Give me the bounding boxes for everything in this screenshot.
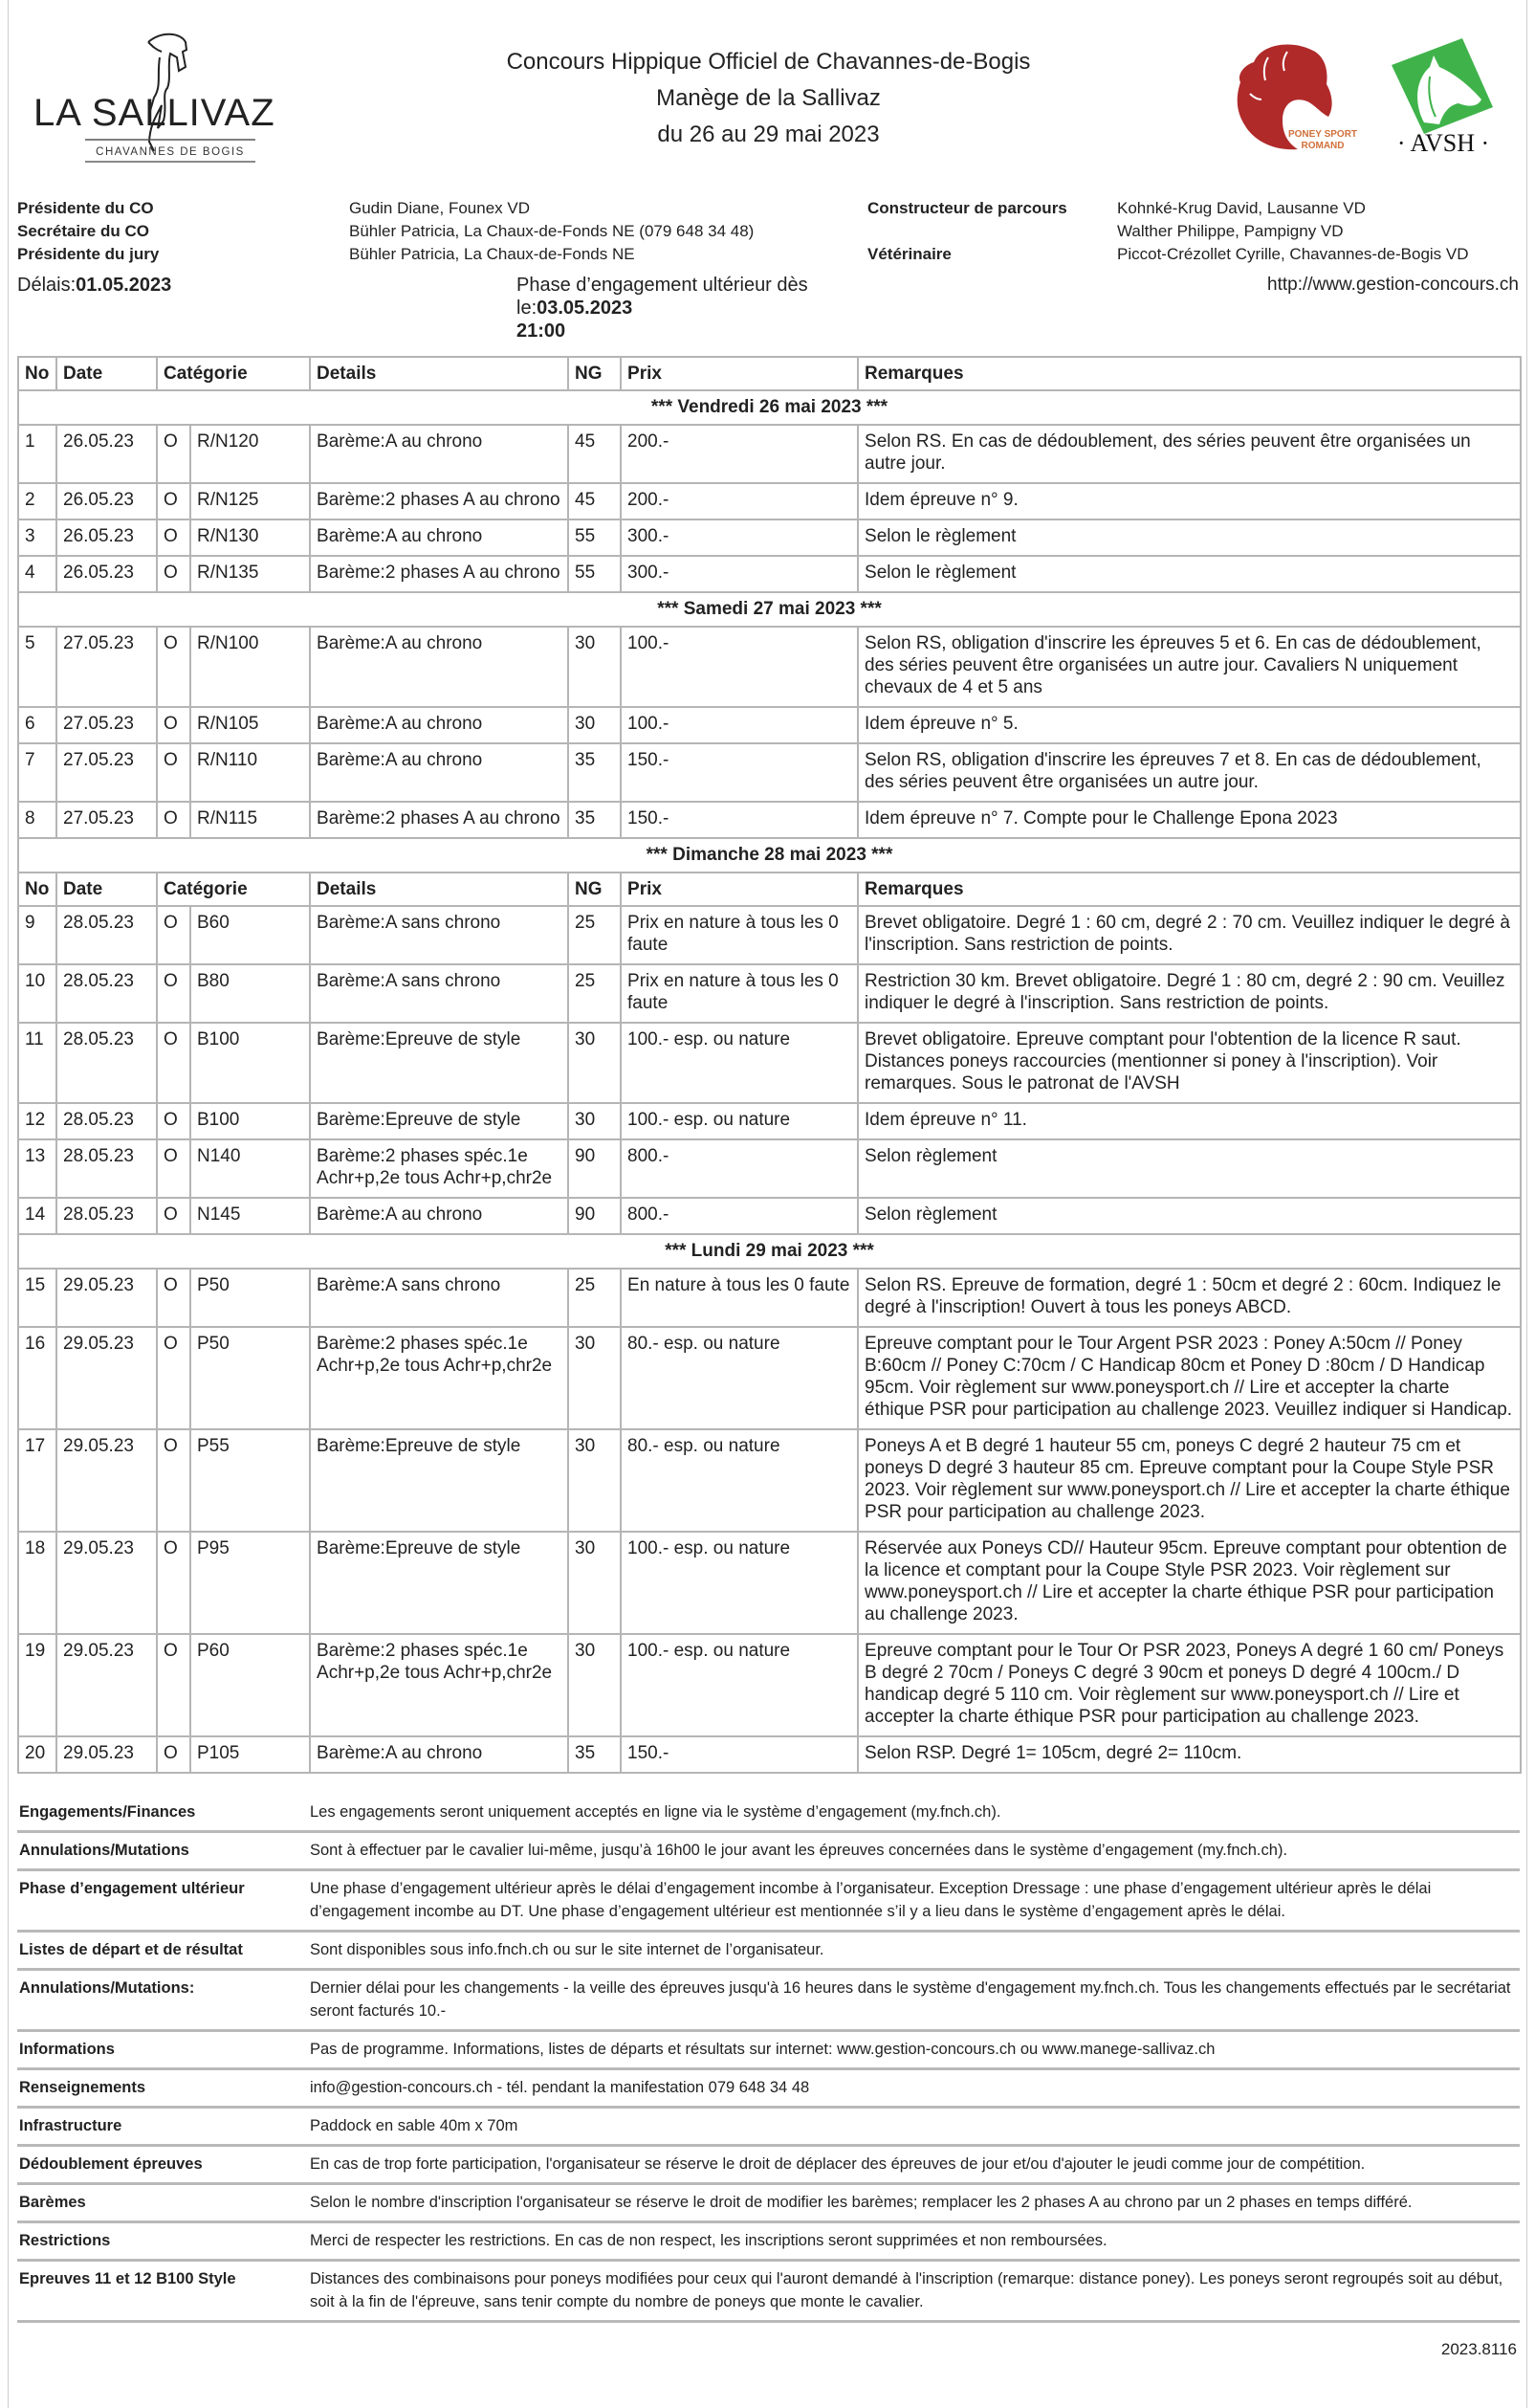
cell-o: O — [157, 1532, 190, 1634]
avsh-logo — [1386, 38, 1501, 158]
cell-details: Barème:Epreuve de style — [310, 1532, 568, 1634]
cell-date: 27.05.23 — [56, 707, 157, 743]
footer-info-label: Restrictions — [19, 2232, 111, 2249]
footer-info-row — [17, 1795, 1520, 1833]
cell-details: Barème:A sans chrono — [310, 906, 568, 964]
cell-o: O — [157, 1634, 190, 1736]
table-row — [18, 1429, 1521, 1532]
cell-o: O — [157, 556, 190, 592]
psr-line-1: Poney Sport — [1287, 129, 1358, 140]
official-value: Kohnké-Krug David, Lausanne VD — [1117, 199, 1366, 217]
cell-o: O — [157, 802, 190, 838]
cell-prix: 80.- esp. ou nature — [621, 1429, 858, 1532]
cell-o: O — [157, 1736, 190, 1773]
cell-ng: 45 — [568, 483, 621, 519]
footer-info-label: Listes de départ et de résultat — [19, 1941, 243, 1958]
cell-prix: 150.- — [621, 802, 858, 838]
la-sallivaz-logo — [28, 29, 319, 167]
delais-label: Délais: — [17, 275, 77, 296]
table-row — [18, 1532, 1521, 1634]
cell-remarques: Epreuve comptant pour le Tour Argent PSR 2023 : Poney A:50cm // Poney B:60cm // Poney C:70cm / C Handicap 80cm et Poney D :80cm / D Handicap 95cm. Voir règlement sur www.poneysport.ch // Lire et accepter la charte éthique PSR pour participation au challenge 2023. Veuillez indiquer si Handicap. — [858, 1327, 1521, 1429]
cell-ng: 45 — [568, 425, 621, 483]
cell-cat: B60 — [190, 906, 310, 964]
cell-ng: 90 — [568, 1198, 621, 1234]
column-header-remarques: Remarques — [858, 357, 1521, 390]
delais-value: 01.05.2023 — [76, 275, 172, 296]
page-header — [17, 0, 1519, 191]
cell-details: Barème:2 phases A au chrono — [310, 802, 568, 838]
cell-details: Barème:2 phases spéc.1e Achr+p,2e tous Achr+p,chr2e — [310, 1634, 568, 1736]
table-row — [18, 1198, 1521, 1234]
cell-prix: 100.- — [621, 627, 858, 707]
cell-cat: R/N110 — [190, 743, 310, 802]
day-title: *** Lundi 29 mai 2023 *** — [18, 1234, 1521, 1269]
footer-info-label: Phase d’engagement ultérieur — [19, 1880, 245, 1897]
cell-remarques: Selon le règlement — [858, 556, 1521, 592]
event-title-line-3: du 26 au 29 mai 2023 — [657, 122, 880, 147]
footer-info-row — [17, 1971, 1520, 2032]
cell-date: 29.05.23 — [56, 1634, 157, 1736]
cell-details: Barème:A au chrono — [310, 743, 568, 802]
cell-ng: 30 — [568, 1023, 621, 1103]
cell-o: O — [157, 1327, 190, 1429]
table-row — [18, 519, 1521, 556]
cell-date: 29.05.23 — [56, 1736, 157, 1773]
footer-info-text: Merci de respecter les restrictions. En cas de non respect, les inscriptions seront supprimées et non remboursées. — [310, 2232, 1107, 2249]
official-value: Bühler Patricia, La Chaux-de-Fonds NE (079 648 34 48) — [349, 222, 755, 240]
cell-details: Barème:2 phases spéc.1e Achr+p,2e tous Achr+p,chr2e — [310, 1327, 568, 1429]
official-label: Vétérinaire — [867, 245, 952, 263]
cell-o: O — [157, 1023, 190, 1103]
page-frame — [8, 0, 1527, 2408]
phase-time: 21:00 — [516, 320, 566, 342]
cell-o: O — [157, 1139, 190, 1198]
cell-prix: 200.- — [621, 425, 858, 483]
cell-no: 15 — [18, 1269, 56, 1327]
event-title — [384, 44, 1153, 153]
cell-no: 12 — [18, 1103, 56, 1139]
cell-ng: 30 — [568, 1634, 621, 1736]
footer-info-label: Epreuves 11 et 12 B100 Style — [19, 2270, 236, 2287]
cell-ng: 30 — [568, 627, 621, 707]
cell-date: 29.05.23 — [56, 1327, 157, 1429]
cell-no: 16 — [18, 1327, 56, 1429]
cell-cat: R/N130 — [190, 519, 310, 556]
cell-ng: 35 — [568, 802, 621, 838]
cell-no: 14 — [18, 1198, 56, 1234]
column-header-details: Details — [310, 357, 568, 390]
column-header-details: Details — [310, 873, 568, 906]
cell-o: O — [157, 519, 190, 556]
cell-details: Barème:2 phases A au chrono — [310, 483, 568, 519]
cell-remarques: Idem épreuve n° 9. — [858, 483, 1521, 519]
cell-o: O — [157, 1103, 190, 1139]
table-row — [18, 1634, 1521, 1736]
table-row — [18, 1139, 1521, 1198]
official-value: Piccot-Crézollet Cyrille, Chavannes-de-Bogis VD — [1117, 245, 1469, 263]
footer-info-label: Annulations/Mutations: — [19, 1979, 195, 1997]
cell-remarques: Selon RS. Epreuve de formation, degré 1 : 50cm et degré 2 : 60cm. Indiquez le degré à l'inscription! Ouvert à tous les poneys ABCD. — [858, 1269, 1521, 1327]
document-number: 2023.8116 — [1440, 2340, 1517, 2358]
table-row — [18, 1736, 1521, 1773]
cell-ng: 25 — [568, 906, 621, 964]
day-title: *** Samedi 27 mai 2023 *** — [18, 592, 1521, 627]
cell-ng: 90 — [568, 1139, 621, 1198]
footer-info-label: Renseignements — [19, 2079, 146, 2096]
column-header-date: Date — [56, 873, 157, 906]
cell-date: 27.05.23 — [56, 743, 157, 802]
cell-remarques: Epreuve comptant pour le Tour Or PSR 2023, Poneys A degré 1 60 cm/ Poneys B degré 2 70cm / Poneys C degré 3 90cm et poneys D degré 4 100cm./ D handicap degré 5 110 cm. Voir règlement sur www.poneysport.ch // Lire et accepter la charte éthique PSR pour participation au challenge 2023. — [858, 1634, 1521, 1736]
footer-info-text: Sont disponibles sous info.fnch.ch ou sur le site internet de l’organisateur. — [310, 1941, 824, 1958]
column-header-date: Date — [56, 357, 157, 390]
cell-remarques: Réservée aux Poneys CD// Hauteur 95cm. Epreuve comptant pour obtention de la licence et comptant pour la Coupe Style PSR 2023. Voir règlement sur www.poneysport.ch // Lire et accepter la charte éthique PSR pour participation au challenge 2023. — [858, 1532, 1521, 1634]
footer-info-row — [17, 2032, 1520, 2070]
day-section-row — [18, 838, 1521, 873]
footer-info-text: Distances des combinaisons pour poneys modifiées pour ceux qui l'auront demandé à l'inscription (remarque: distance poney). Les poneys seront regroupés soit au début, soit à la fin de l'épreuve, sans tenir compte du nombre de poneys que monte le cavalier. — [310, 2270, 1503, 2310]
footer-info-row — [17, 2262, 1520, 2323]
column-header-ng: NG — [568, 873, 621, 906]
cell-cat: P95 — [190, 1532, 310, 1634]
cell-remarques: Brevet obligatoire. Degré 1 : 60 cm, degré 2 : 70 cm. Veuillez indiquer le degré à l'inscription. Sans restriction de points. — [858, 906, 1521, 964]
cell-details: Barème:A au chrono — [310, 425, 568, 483]
footer-info-row — [17, 1871, 1520, 1933]
official-label: Secrétaire du CO — [17, 222, 149, 240]
table-header-row — [18, 357, 1521, 390]
cell-prix: 100.- — [621, 707, 858, 743]
footer-info-row — [17, 2185, 1520, 2223]
column-header-no: No — [18, 357, 56, 390]
cell-cat: R/N135 — [190, 556, 310, 592]
footer-info-label: Barèmes — [19, 2194, 86, 2211]
cell-o: O — [157, 627, 190, 707]
cell-date: 28.05.23 — [56, 906, 157, 964]
day-section-row — [18, 390, 1521, 425]
cell-no: 7 — [18, 743, 56, 802]
footer-info-row — [17, 1933, 1520, 1971]
footer-info-label: Engagements/Finances — [19, 1803, 196, 1821]
cell-o: O — [157, 1429, 190, 1532]
cell-cat: R/N100 — [190, 627, 310, 707]
cell-ng: 35 — [568, 1736, 621, 1773]
column-header-categorie: Catégorie — [157, 873, 310, 906]
cell-date: 28.05.23 — [56, 1198, 157, 1234]
table-row — [18, 1327, 1521, 1429]
cell-details: Barème:A au chrono — [310, 627, 568, 707]
deadline-phase — [516, 274, 918, 342]
cell-date: 26.05.23 — [56, 425, 157, 483]
cell-date: 27.05.23 — [56, 802, 157, 838]
avsh-text: · AVSH · — [1396, 129, 1490, 157]
logo-name-text: LA SALLIVAZ — [33, 92, 275, 134]
cell-no: 8 — [18, 802, 56, 838]
cell-remarques: Selon RS, obligation d'inscrire les épreuves 7 et 8. En cas de dédoublement, des séries peuvent être organisées un autre jour. — [858, 743, 1521, 802]
table-row — [18, 1103, 1521, 1139]
footer-info-label: Infrastructure — [19, 2117, 122, 2134]
column-header-remarques: Remarques — [858, 873, 1521, 906]
column-header-prix: Prix — [621, 357, 858, 390]
footer-info-text: Paddock en sable 40m x 70m — [310, 2117, 518, 2134]
day-section-row — [18, 592, 1521, 627]
table-row — [18, 802, 1521, 838]
footer-info-text: Dernier délai pour les changements - la veille des épreuves jusqu'à 16 heures dans le système d'engagement my.fnch.ch. Tous les changements effectués par le secrétariat seront facturés 10.- — [310, 1979, 1511, 2020]
cell-prix: 800.- — [621, 1198, 858, 1234]
cell-remarques: Selon RSP. Degré 1= 105cm, degré 2= 110cm. — [858, 1736, 1521, 1773]
cell-date: 29.05.23 — [56, 1269, 157, 1327]
cell-prix: 100.- esp. ou nature — [621, 1023, 858, 1103]
official-value: Bühler Patricia, La Chaux-de-Fonds NE — [349, 245, 635, 263]
cell-cat: P50 — [190, 1327, 310, 1429]
cell-no: 9 — [18, 906, 56, 964]
official-label: Présidente du jury — [17, 245, 160, 263]
cell-o: O — [157, 1269, 190, 1327]
footer-info-text: Selon le nombre d'inscription l'organisateur se réserve le droit de modifier les barèmes; remplacer les 2 phases A au chrono par un 2 phases en temps différé. — [310, 2194, 1413, 2211]
column-header-prix: Prix — [621, 873, 858, 906]
cell-remarques: Idem épreuve n° 7. Compte pour le Challenge Epona 2023 — [858, 802, 1521, 838]
phase-value: 03.05.2023 — [537, 298, 633, 319]
cell-date: 27.05.23 — [56, 627, 157, 707]
cell-details: Barème:A au chrono — [310, 1198, 568, 1234]
table-row — [18, 1023, 1521, 1103]
event-title-line-1: Concours Hippique Officiel de Chavannes-de-Bogis — [506, 49, 1031, 75]
cell-cat: B100 — [190, 1023, 310, 1103]
cell-prix: 100.- esp. ou nature — [621, 1634, 858, 1736]
cell-prix: Prix en nature à tous les 0 faute — [621, 964, 858, 1023]
cell-details: Barème:2 phases A au chrono — [310, 556, 568, 592]
cell-remarques: Brevet obligatoire. Epreuve comptant pour l'obtention de la licence R saut. Distances poneys raccourcies (mentionner si poney à l'inscription). Voir remarques. Sous le patronat de l'AVSH — [858, 1023, 1521, 1103]
footer-info-row — [17, 2070, 1520, 2109]
cell-o: O — [157, 1198, 190, 1234]
deadlines-row — [17, 274, 1519, 342]
cell-no: 10 — [18, 964, 56, 1023]
cell-cat: N140 — [190, 1139, 310, 1198]
cell-cat: P60 — [190, 1634, 310, 1736]
cell-prix: Prix en nature à tous les 0 faute — [621, 906, 858, 964]
footer-info-row — [17, 2147, 1520, 2185]
cell-ng: 35 — [568, 743, 621, 802]
cell-prix: 150.- — [621, 743, 858, 802]
cell-details: Barème:A sans chrono — [310, 1269, 568, 1327]
footer-info-label: Annulations/Mutations — [19, 1842, 189, 1859]
cell-details: Barème:2 phases spéc.1e Achr+p,2e tous Achr+p,chr2e — [310, 1139, 568, 1198]
table-row — [18, 1269, 1521, 1327]
cell-details: Barème:A au chrono — [310, 519, 568, 556]
table-row — [18, 707, 1521, 743]
cell-ng: 30 — [568, 1327, 621, 1429]
cell-date: 26.05.23 — [56, 519, 157, 556]
cell-details: Barème:Epreuve de style — [310, 1429, 568, 1532]
official-label — [867, 220, 1117, 243]
cell-date: 28.05.23 — [56, 1139, 157, 1198]
cell-cat: R/N125 — [190, 483, 310, 519]
horse-head-icon — [1386, 38, 1501, 158]
footer-info-text: En cas de trop forte participation, l'organisateur se réserve le droit de déplacer des épreuves de jour et/ou d'ajouter le jeudi comme jour de compétition. — [310, 2155, 1366, 2173]
cell-remarques: Selon le règlement — [858, 519, 1521, 556]
table-row — [18, 425, 1521, 483]
cell-cat: B80 — [190, 964, 310, 1023]
day-section-row — [18, 1234, 1521, 1269]
column-header-no: No — [18, 873, 56, 906]
cell-remarques: Selon règlement — [858, 1139, 1521, 1198]
cell-prix: 80.- esp. ou nature — [621, 1327, 858, 1429]
cell-no: 13 — [18, 1139, 56, 1198]
footer-info-label: Informations — [19, 2041, 115, 2058]
footer-info-row — [17, 1833, 1520, 1871]
cell-cat: P55 — [190, 1429, 310, 1532]
cell-o: O — [157, 707, 190, 743]
footer-info-label: Dédoublement épreuves — [19, 2155, 203, 2173]
footer-info — [17, 1795, 1520, 2323]
cell-remarques: Poneys A et B degré 1 hauteur 55 cm, poneys C degré 2 hauteur 75 cm et poneys D degré 3 hauteur 85 cm. Epreuve comptant pour la Coupe Style PSR 2023. Voir règlement sur www.poneysport.ch // Lire et accepter la charte éthique PSR pour participation au challenge 2023. — [858, 1429, 1521, 1532]
cell-prix: 200.- — [621, 483, 858, 519]
cell-date: 28.05.23 — [56, 964, 157, 1023]
footer-info-text: Sont à effectuer par le cavalier lui-même, jusqu’à 16h00 le jour avant les épreuves concernées dans le système d’engagement (my.fnch.ch). — [310, 1842, 1288, 1859]
cell-no: 11 — [18, 1023, 56, 1103]
official-value: Gudin Diane, Founex VD — [349, 199, 530, 217]
table-row — [18, 906, 1521, 964]
cell-date: 28.05.23 — [56, 1023, 157, 1103]
footer-info-text: Une phase d’engagement ultérieur après le délai d’engagement incombe à l’organisateur. Exception Dressage : une phase d’engagement ultérieur après le délai d’engagement incombe au DT. Une phase d’engagement ultérieur est mentionnée s’il y a lieu dans le système d’engagement après le délai. — [310, 1880, 1432, 1920]
cell-ng: 55 — [568, 519, 621, 556]
cell-no: 3 — [18, 519, 56, 556]
cell-remarques: Idem épreuve n° 5. — [858, 707, 1521, 743]
column-header-categorie: Catégorie — [157, 357, 310, 390]
column-header-ng: NG — [568, 357, 621, 390]
cell-o: O — [157, 964, 190, 1023]
table-row — [18, 483, 1521, 519]
footer-info-row — [17, 2109, 1520, 2147]
cell-prix: 150.- — [621, 1736, 858, 1773]
poney-sport-romand-logo — [1216, 38, 1359, 158]
cell-no: 6 — [18, 707, 56, 743]
cell-prix: 100.- esp. ou nature — [621, 1532, 858, 1634]
cell-prix: 100.- esp. ou nature — [621, 1103, 858, 1139]
cell-remarques: Restriction 30 km. Brevet obligatoire. Degré 1 : 80 cm, degré 2 : 90 cm. Veuillez indiquer le degré à l'inscription. Sans restriction de points. — [858, 964, 1521, 1023]
cell-details: Barème:A sans chrono — [310, 964, 568, 1023]
cell-details: Barème:Epreuve de style — [310, 1023, 568, 1103]
cell-cat: B100 — [190, 1103, 310, 1139]
footer-info-row — [17, 2223, 1520, 2262]
table-row — [18, 964, 1521, 1023]
cell-remarques: Selon RS, obligation d'inscrire les épreuves 5 et 6. En cas de dédoublement, des séries peuvent être organisées un autre jour. Cavaliers N uniquement chevaux de 4 et 5 ans — [858, 627, 1521, 707]
table-header-row — [18, 873, 1521, 906]
cell-ng: 30 — [568, 1103, 621, 1139]
cell-remarques: Selon RS. En cas de dédoublement, des séries peuvent être organisées un autre jour. — [858, 425, 1521, 483]
table-row — [18, 556, 1521, 592]
cell-date: 29.05.23 — [56, 1532, 157, 1634]
cell-o: O — [157, 425, 190, 483]
cell-remarques: Idem épreuve n° 11. — [858, 1103, 1521, 1139]
cell-ng: 30 — [568, 1429, 621, 1532]
cell-no: 4 — [18, 556, 56, 592]
cell-no: 18 — [18, 1532, 56, 1634]
table-row — [18, 627, 1521, 707]
event-title-line-2: Manège de la Sallivaz — [656, 85, 881, 111]
cell-o: O — [157, 906, 190, 964]
day-title: *** Dimanche 28 mai 2023 *** — [18, 838, 1521, 873]
cell-cat: R/N115 — [190, 802, 310, 838]
cell-o: O — [157, 483, 190, 519]
cell-details: Barème:A au chrono — [310, 707, 568, 743]
cell-ng: 30 — [568, 707, 621, 743]
official-label: Présidente du CO — [17, 199, 154, 217]
cell-no: 20 — [18, 1736, 56, 1773]
cell-date: 26.05.23 — [56, 556, 157, 592]
cell-ng: 25 — [568, 1269, 621, 1327]
footer-info-text: Les engagements seront uniquement acceptés en ligne via le système d’engagement (my.fnch.ch). — [310, 1803, 1001, 1821]
competitions-table — [17, 356, 1522, 1774]
cell-no: 5 — [18, 627, 56, 707]
website-link[interactable]: http://www.gestion-concours.ch — [1267, 275, 1519, 295]
official-value: Walther Philippe, Pampigny VD — [1117, 222, 1344, 240]
cell-no: 1 — [18, 425, 56, 483]
cell-details: Barème:A au chrono — [310, 1736, 568, 1773]
cell-no: 19 — [18, 1634, 56, 1736]
cell-cat: R/N105 — [190, 707, 310, 743]
day-title: *** Vendredi 26 mai 2023 *** — [18, 390, 1521, 425]
cell-ng: 25 — [568, 964, 621, 1023]
cell-date: 29.05.23 — [56, 1429, 157, 1532]
cell-prix: 300.- — [621, 519, 858, 556]
cell-prix: 800.- — [621, 1139, 858, 1198]
cell-details: Barème:Epreuve de style — [310, 1103, 568, 1139]
officials-left — [17, 197, 867, 266]
cell-prix: 300.- — [621, 556, 858, 592]
footer-info-text: info@gestion-concours.ch - tél. pendant la manifestation 079 648 34 48 — [310, 2079, 810, 2096]
cell-date: 28.05.23 — [56, 1103, 157, 1139]
cell-remarques: Selon règlement — [858, 1198, 1521, 1234]
cell-o: O — [157, 743, 190, 802]
deadline-delais — [17, 274, 516, 297]
cell-ng: 30 — [568, 1532, 621, 1634]
cell-no: 2 — [18, 483, 56, 519]
psr-line-2: Romand — [1301, 141, 1345, 151]
official-label: Constructeur de parcours — [867, 199, 1067, 217]
cell-date: 26.05.23 — [56, 483, 157, 519]
rearing-horse-icon — [28, 29, 319, 167]
cell-cat: P50 — [190, 1269, 310, 1327]
phase-label: Phase d’engagement ultérieur dès le: — [516, 275, 808, 319]
officials-block — [17, 197, 1519, 266]
cell-no: 17 — [18, 1429, 56, 1532]
table-row — [18, 743, 1521, 802]
cell-cat: P105 — [190, 1736, 310, 1773]
cell-cat: N145 — [190, 1198, 310, 1234]
pony-head-icon — [1216, 38, 1359, 158]
cell-prix: En nature à tous les 0 faute — [621, 1269, 858, 1327]
logo-subtitle-text: CHAVANNES DE BOGIS — [96, 146, 245, 158]
cell-cat: R/N120 — [190, 425, 310, 483]
footer-info-text: Pas de programme. Informations, listes de départs et résultats sur internet: www.gestion-concours.ch ou www.manege-sallivaz.ch — [310, 2041, 1216, 2058]
officials-right — [867, 197, 1519, 266]
cell-ng: 55 — [568, 556, 621, 592]
